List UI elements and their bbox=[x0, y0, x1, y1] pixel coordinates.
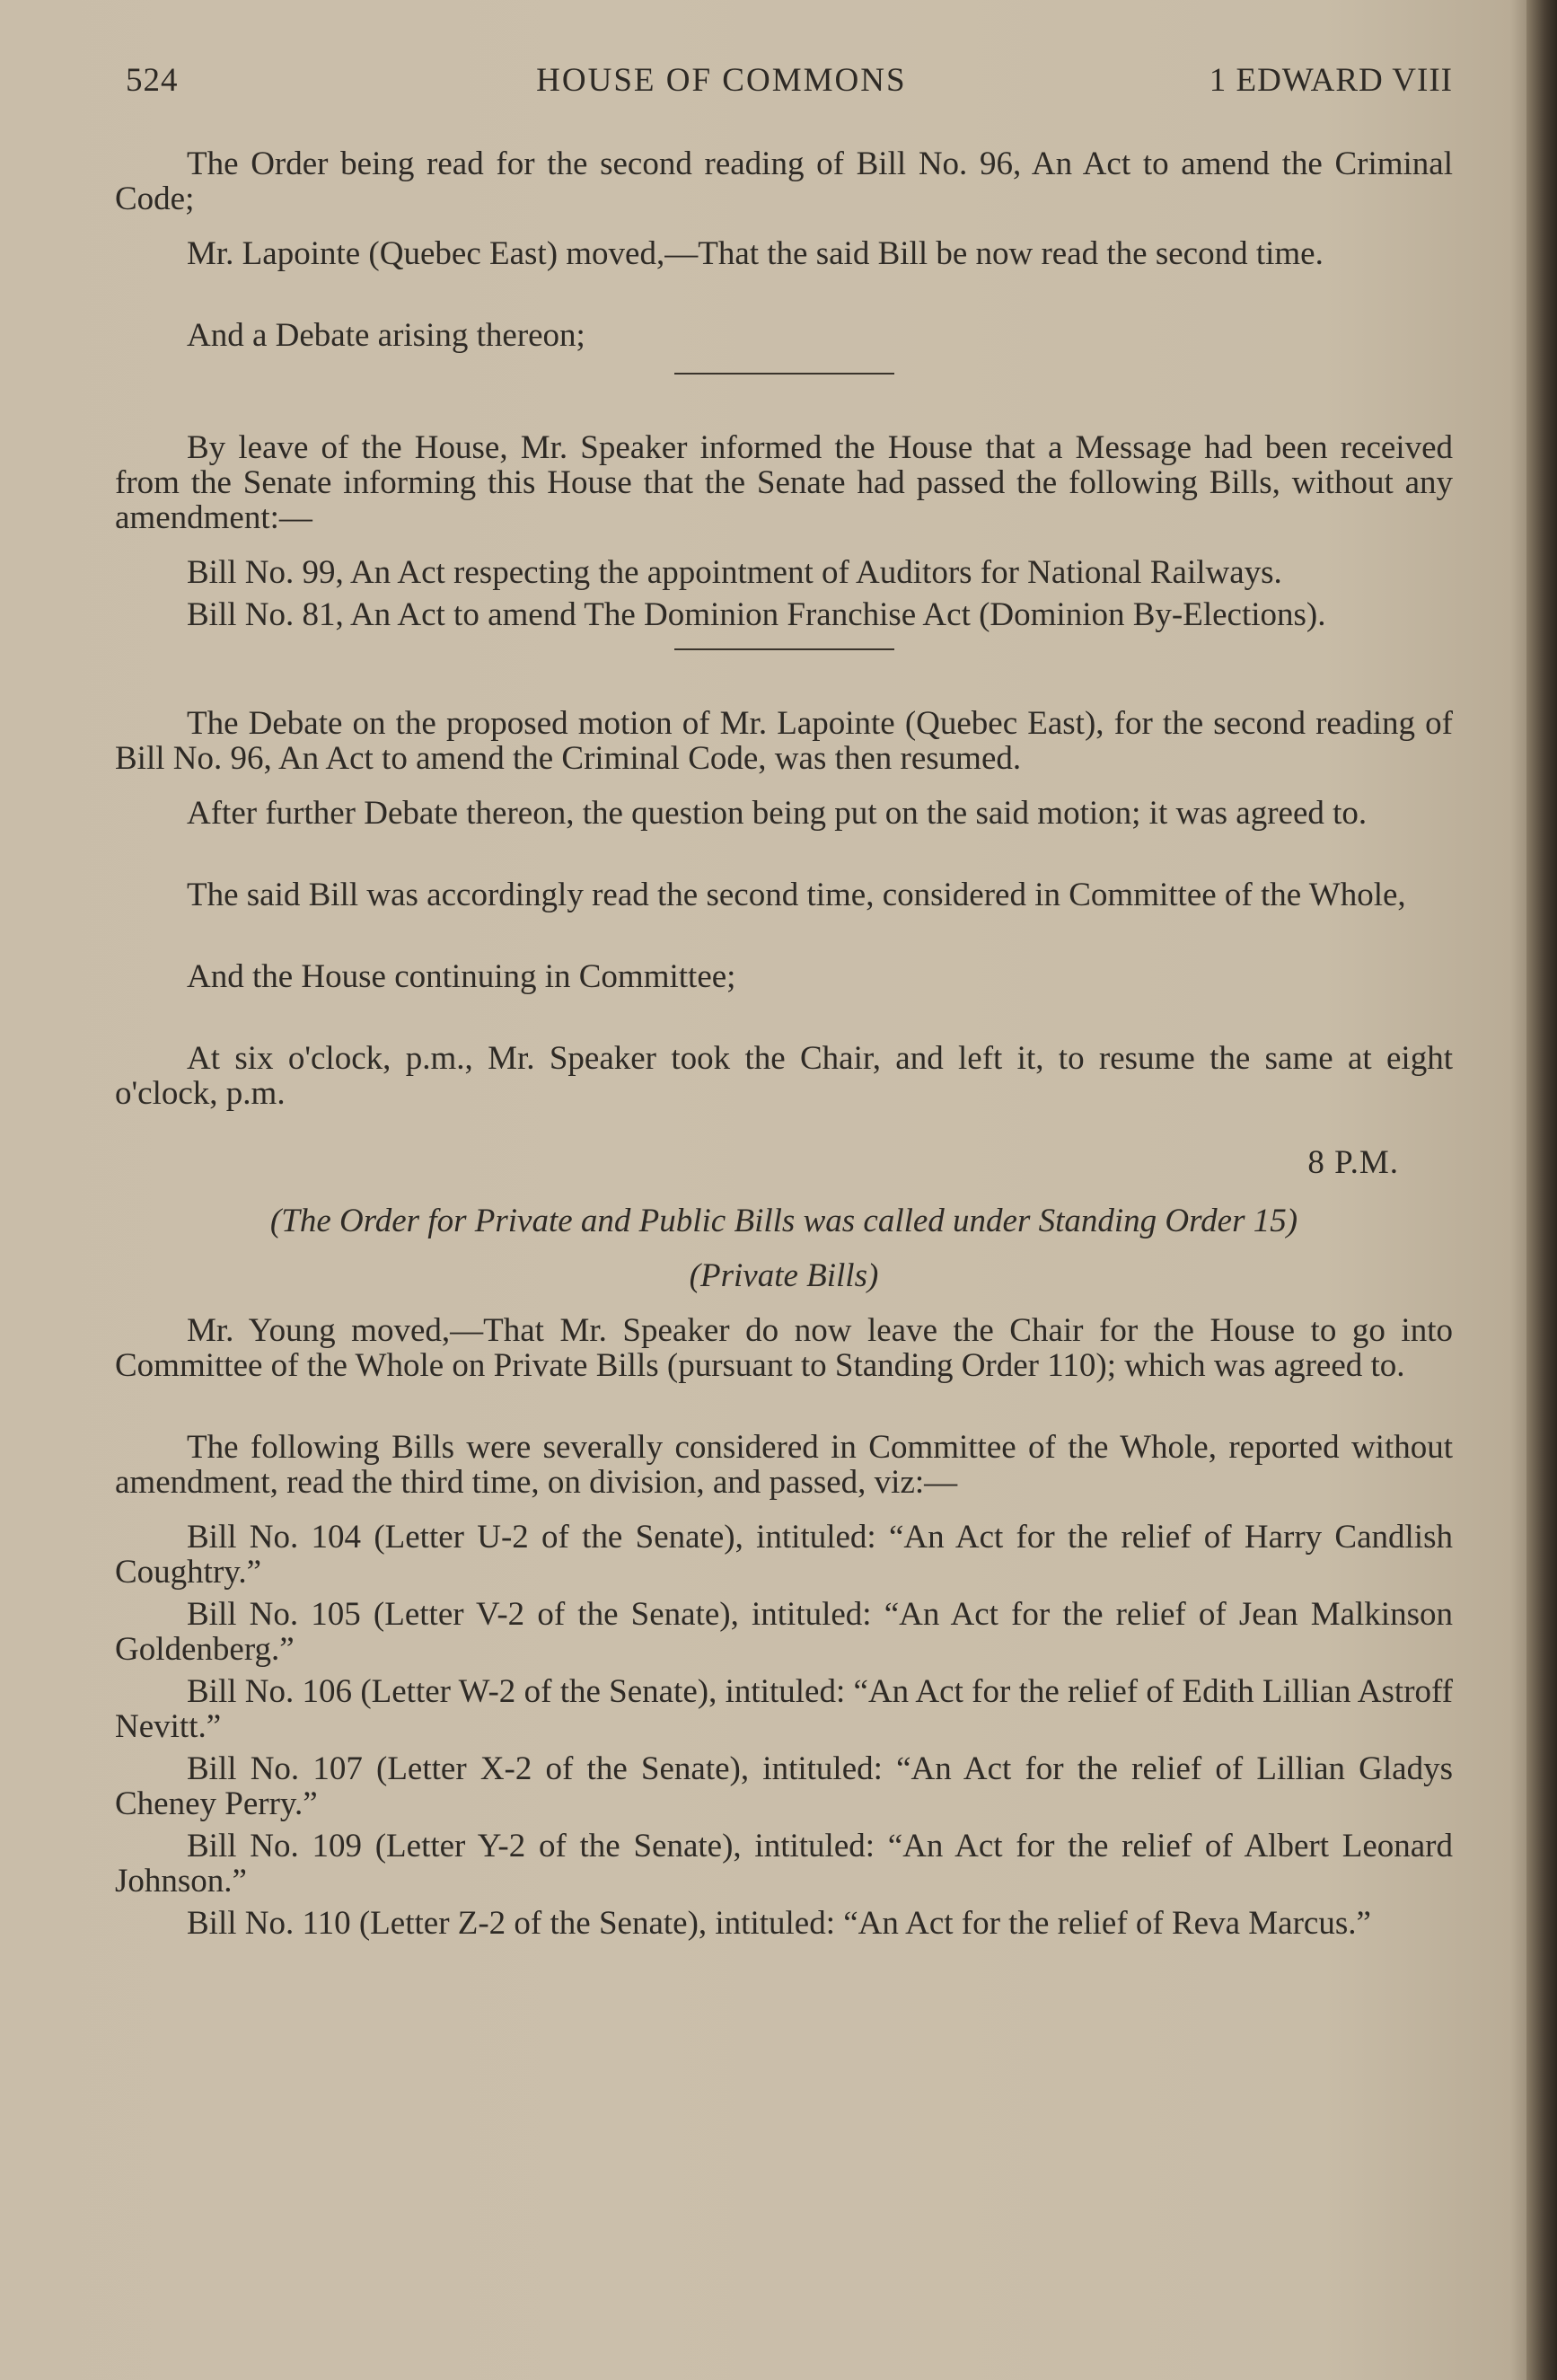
bill-item: Bill No. 110 (Letter Z-2 of the Senate), intituled: “An Act for the relief of Reva Marcus.” bbox=[187, 1905, 1371, 1942]
section-divider bbox=[674, 373, 894, 375]
bill-item: Bill No. 81, An Act to amend The Dominion Franchise Act (Dominion By-Elections). bbox=[187, 596, 1326, 633]
page-header bbox=[115, 63, 1453, 98]
bill-item: Bill No. 107 (Letter X-2 of the Senate), intituled: “An Act for the relief of Lillian Gladys Cheney Perry.” bbox=[115, 1750, 1453, 1822]
book-spine bbox=[1526, 0, 1557, 2380]
private-bills-heading: (Private Bills) bbox=[689, 1257, 879, 1294]
spacer bbox=[115, 291, 1453, 318]
committee-intro: The following Bills were severally considered in Committee of the Whole, reported without amendment, read the third time, on division, and passed, viz:— bbox=[115, 1429, 1453, 1501]
paragraph: After further Debate thereon, the question being put on the said motion; it was agreed to. bbox=[187, 795, 1368, 832]
paragraph: And the House continuing in Committee; bbox=[187, 958, 736, 995]
paragraph: Mr. Lapointe (Quebec East) moved,—That the said Bill be now read the second time. bbox=[187, 235, 1324, 272]
time-heading: 8 P.M. bbox=[1307, 1144, 1399, 1181]
paragraph: And a Debate arising thereon; bbox=[187, 317, 585, 354]
section-divider bbox=[674, 648, 894, 650]
bill-item: Bill No. 105 (Letter V-2 of the Senate), intituled: “An Act for the relief of Jean Malkinson Goldenberg.” bbox=[115, 1596, 1453, 1668]
senate-message-intro: By leave of the House, Mr. Speaker informed the House that a Message had been received from the Senate informing this House that the Senate had passed the following Bills, without any amendment:— bbox=[115, 429, 1453, 536]
bill-item: Bill No. 109 (Letter Y-2 of the Senate), intituled: “An Act for the relief of Albert Leonard Johnson.” bbox=[115, 1828, 1453, 1900]
spacer bbox=[115, 1014, 1453, 1041]
bill-item: Bill No. 99, An Act respecting the appointment of Auditors for National Railways. bbox=[187, 554, 1282, 591]
bill-item: Bill No. 106 (Letter W-2 of the Senate), intituled: “An Act for the relief of Edith Lillian Astroff Nevitt.” bbox=[115, 1673, 1453, 1745]
page-number: 524 bbox=[126, 62, 179, 99]
bill-item: Bill No. 104 (Letter U-2 of the Senate), intituled: “An Act for the relief of Harry Candlish Coughtry.” bbox=[115, 1519, 1453, 1591]
order-note: (The Order for Private and Public Bills was called under Standing Order 15) bbox=[269, 1203, 1298, 1239]
reign-label: 1 EDWARD VIII bbox=[1209, 62, 1453, 99]
paragraph: The said Bill was accordingly read the second time, considered in Committee of the Whole, bbox=[187, 877, 1406, 913]
paragraph: The Debate on the proposed motion of Mr. Lapointe (Quebec East), for the second reading of Bill No. 96, An Act to amend the Criminal Code, was then resumed. bbox=[115, 705, 1453, 777]
paragraph: The Order being read for the second reading of Bill No. 96, An Act to amend the Criminal Code; bbox=[115, 145, 1453, 217]
spacer bbox=[115, 932, 1453, 959]
spacer bbox=[115, 1403, 1453, 1430]
paragraph: At six o'clock, p.m., Mr. Speaker took the Chair, and left it, to resume the same at eight o'clock, p.m. bbox=[115, 1040, 1453, 1112]
motion-paragraph: Mr. Young moved,—That Mr. Speaker do now leave the Chair for the House to go into Committee of the Whole on Private Bills (pursuant to Standing Order 110); which was agreed to. bbox=[115, 1312, 1453, 1384]
page-content bbox=[115, 63, 1453, 1948]
spacer bbox=[115, 851, 1453, 877]
page-title: HOUSE OF COMMONS bbox=[536, 62, 907, 99]
